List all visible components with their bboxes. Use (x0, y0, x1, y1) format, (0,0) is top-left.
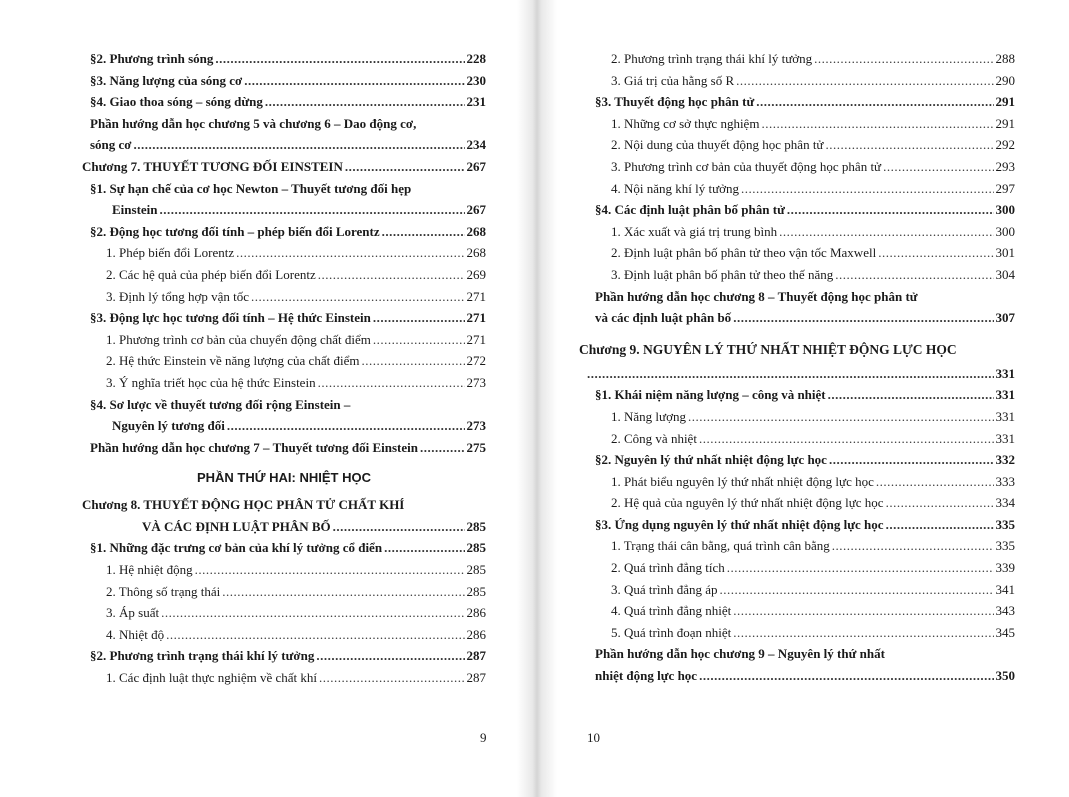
toc-entry-title: §2. Phương trình sóng (90, 51, 214, 66)
toc-entry-page: 231 (466, 94, 486, 110)
toc-entry-title: §1. Những đặc trưng cơ bản của khí lý tưởng cổ điển (90, 540, 383, 556)
toc-entry (82, 264, 486, 286)
toc-entry (587, 286, 1015, 308)
toc-entry-page: 267 (466, 158, 486, 174)
toc-entry-title: Phần hướng dẫn học chương 9 – Nguyên lý thứ nhất (595, 646, 885, 662)
toc-entry (587, 643, 1015, 665)
dot-leader (756, 91, 993, 113)
dot-leader (316, 645, 464, 667)
chapter-8-title-line1 (82, 494, 486, 516)
dot-leader (733, 622, 993, 644)
toc-entry-title: 3. Phương trình cơ bản của thuyết động học phân tử (611, 158, 882, 174)
toc-entry-title: 2. Hệ quả của nguyên lý thứ nhất nhiệt động lực học (611, 495, 884, 511)
toc-entry-page: 290 (995, 72, 1015, 88)
toc-entry (587, 579, 1015, 601)
dot-leader (373, 307, 465, 329)
toc-entry-page: 301 (995, 245, 1015, 261)
dot-leader (886, 492, 994, 514)
toc-entry (82, 537, 486, 559)
toc-entry-title: 4. Quá trình đẳng nhiệt (611, 603, 732, 619)
dot-leader (134, 134, 465, 156)
toc-entry-page: 291 (995, 115, 1015, 131)
toc-entry (82, 645, 486, 667)
toc-entry-page: 275 (466, 439, 486, 455)
toc-entry-page: 333 (995, 473, 1015, 489)
toc-entry-title: Chương 7. THUYẾT TƯƠNG ĐỐI EINSTEIN (82, 158, 343, 174)
toc-entry-page: 331 (995, 408, 1015, 424)
toc-entry (587, 113, 1015, 135)
toc-entry-title: 1. Năng lượng (611, 408, 686, 424)
toc-entry (82, 178, 486, 200)
toc-entry-title: 1. Hệ nhiệt động (106, 562, 193, 578)
toc-entry (587, 70, 1015, 92)
toc-entry-page: 272 (466, 353, 486, 369)
toc-entry-title: 3. Ý nghĩa triết học của hệ thức Einstein (106, 374, 316, 390)
toc-entry-page: 269 (466, 266, 486, 282)
toc-entry (587, 665, 1015, 687)
toc-right-entries-top (587, 48, 1015, 329)
dot-leader (761, 113, 993, 135)
toc-entry-title: §1. Sự hạn chế của cơ học Newton – Thuyết tương đối hẹp (90, 180, 412, 196)
dot-leader (384, 537, 464, 559)
toc-entry (587, 406, 1015, 428)
toc-entry-title: Phần hướng dẫn học chương 8 – Thuyết động học phân tử (595, 288, 918, 304)
right-page (537, 0, 1069, 797)
toc-entry (587, 449, 1015, 471)
toc-entry (587, 264, 1015, 286)
dot-leader (373, 329, 465, 351)
toc-entry-page: 285 (466, 583, 486, 599)
toc-entry-page: 234 (466, 137, 486, 153)
toc-left-entries-top (82, 48, 486, 458)
toc-entry-title: 3. Định luật phân bố phân tử theo thế năng (611, 266, 834, 282)
dot-leader (829, 449, 994, 471)
toc-entry (587, 91, 1015, 113)
chapter-8-title-text-2: VÀ CÁC ĐỊNH LUẬT PHÂN BỐ (142, 518, 331, 534)
dot-leader (876, 471, 994, 493)
dot-leader (361, 350, 464, 372)
toc-entry-page: 286 (466, 626, 486, 642)
dot-leader (741, 178, 993, 200)
dot-leader (825, 134, 993, 156)
dot-leader (835, 264, 993, 286)
dot-leader (222, 581, 464, 603)
toc-entry-page: 335 (995, 538, 1015, 554)
toc-entry (587, 156, 1015, 178)
toc-entry-title: §2. Phương trình trạng thái khí lý tưởng (90, 648, 315, 664)
toc-entry-page: 335 (995, 516, 1015, 532)
toc-entry-page: 268 (466, 245, 486, 261)
toc-entry (82, 329, 486, 351)
dot-leader (883, 156, 993, 178)
toc-entry (587, 428, 1015, 450)
dot-leader (736, 70, 993, 92)
toc-entry (82, 134, 486, 156)
toc-right-entries-bottom (587, 384, 1015, 686)
toc-entry (587, 492, 1015, 514)
toc-entry-title: 4. Nhiệt độ (106, 626, 165, 642)
dot-leader (779, 221, 993, 243)
toc-entry (82, 437, 486, 459)
part-heading: PHẦN THỨ HAI: NHIỆT HỌC (196, 470, 371, 486)
toc-entry (82, 91, 486, 113)
toc-entry-title: 1. Các định luật thực nghiệm về chất khí (106, 670, 318, 686)
dot-leader (345, 156, 465, 178)
toc-entry-title: 2. Các hệ quả của phép biến đổi Lorentz (106, 266, 316, 282)
toc-entry-page: 304 (995, 266, 1015, 282)
toc-entry-title: §4. Giao thoa sóng – sóng dừng (90, 94, 263, 110)
toc-entry-page: 292 (995, 137, 1015, 153)
toc-entry-page: 228 (466, 51, 486, 66)
dot-leader (251, 286, 465, 308)
dot-leader (161, 602, 464, 624)
toc-entry (587, 622, 1015, 644)
toc-entry (587, 384, 1015, 406)
chapter-9-page: 331 (995, 365, 1015, 381)
toc-entry (82, 350, 486, 372)
toc-entry (82, 624, 486, 646)
toc-entry-title: 2. Phương trình trạng thái khí lý tưởng (611, 51, 813, 66)
toc-entry-page: 331 (995, 387, 1015, 403)
toc-entry-title: 1. Trạng thái cân bằng, quá trình cân bằng (611, 538, 830, 554)
toc-entry (82, 581, 486, 603)
toc-entry (82, 667, 486, 689)
toc-entry-title: §3. Ứng dụng nguyên lý thứ nhất nhiệt động lực học (595, 516, 884, 532)
dot-leader (160, 199, 465, 221)
toc-entry-title: Einstein (112, 202, 158, 218)
toc-entry-title: 1. Những cơ sở thực nghiệm (611, 115, 760, 131)
toc-entry (82, 415, 486, 437)
toc-entry-page: 331 (995, 430, 1015, 446)
chapter-9-title-line1: Chương 9. NGUYÊN LÝ THỨ NHẤT NHIỆT ĐỘNG LỰC HỌC (579, 341, 957, 357)
toc-entry-title: §3. Năng lượng của sóng cơ (90, 72, 243, 88)
toc-entry-page: 350 (995, 668, 1015, 684)
toc-entry (587, 600, 1015, 622)
toc-entry-page: 268 (466, 223, 486, 239)
toc-entry-page: 300 (995, 202, 1015, 218)
dot-leader (318, 264, 465, 286)
dot-leader (319, 667, 464, 689)
toc-entry (82, 286, 486, 308)
dot-leader (195, 559, 465, 581)
dot-leader (215, 48, 464, 70)
toc-entry-title: §3. Động lực học tương đối tính – Hệ thức Einstein (90, 310, 371, 326)
toc-entry-page: 288 (995, 51, 1015, 66)
left-page (0, 0, 532, 797)
toc-entry-page: 345 (995, 624, 1015, 640)
toc-entry-page: 230 (466, 72, 486, 88)
toc-entry-page: 273 (466, 374, 486, 390)
toc-entry-title: §1. Khái niệm năng lượng – công và nhiệt (595, 387, 826, 403)
page-number-right: 10 (587, 730, 600, 745)
toc-entry (82, 199, 486, 221)
toc-entry (587, 134, 1015, 156)
toc-entry (587, 514, 1015, 536)
toc-entry-page: 307 (995, 310, 1015, 326)
toc-entry-title: 3. Quá trình đẳng áp (611, 581, 718, 597)
toc-entry-page: 271 (466, 288, 486, 304)
dot-leader (227, 415, 465, 437)
toc-entry-page: 286 (466, 605, 486, 621)
toc-entry-title: và các định luật phân bố (595, 310, 732, 326)
toc-entry-page: 287 (466, 670, 486, 686)
toc-entry-page: 271 (466, 310, 486, 326)
toc-entry (587, 557, 1015, 579)
dot-leader (832, 535, 994, 557)
toc-entry (587, 48, 1015, 70)
dot-leader (733, 307, 993, 329)
toc-entry-title: 2. Định luật phân bố phân tử theo vận tốc Maxwell (611, 245, 877, 261)
toc-entry-title: §3. Thuyết động học phân tử (595, 94, 755, 110)
toc-entry (82, 394, 486, 416)
toc-entry-title: §4. Sơ lược về thuyết tương đối rộng Einstein – (90, 396, 351, 412)
toc-entry (82, 559, 486, 581)
dot-leader (814, 48, 993, 70)
toc-entry-title: 3. Áp suất (106, 605, 160, 621)
toc-entry (587, 178, 1015, 200)
dot-leader (878, 242, 993, 264)
toc-entry-title: 2. Hệ thức Einstein về năng lượng của chất điểm (106, 353, 360, 369)
chapter-8-page: 285 (466, 518, 486, 534)
dot-leader (787, 199, 994, 221)
dot-leader (733, 600, 993, 622)
toc-entry (82, 113, 486, 135)
toc-entry-title: 3. Định lý tổng hợp vận tốc (106, 288, 249, 304)
toc-entry-title: §2. Nguyên lý thứ nhất nhiệt động lực học (595, 452, 827, 468)
toc-entry-page: 285 (466, 540, 486, 556)
dot-leader (382, 221, 465, 243)
toc-entry-title: 1. Phát biểu nguyên lý thứ nhất nhiệt động lực học (611, 473, 874, 489)
toc-entry (587, 307, 1015, 329)
toc-entry-page: 285 (466, 562, 486, 578)
toc-entry (82, 156, 486, 178)
toc-entry (82, 221, 486, 243)
toc-entry-title: sóng cơ (90, 137, 132, 153)
toc-entry-title: Phần hướng dẫn học chương 7 – Thuyết tương đối Einstein (90, 439, 418, 455)
dot-leader (699, 428, 994, 450)
dot-leader (333, 516, 465, 538)
toc-entry-page: 300 (995, 223, 1015, 239)
toc-entry-page: 332 (995, 452, 1015, 468)
toc-entry (587, 471, 1015, 493)
toc-entry (587, 535, 1015, 557)
toc-entry-page: 334 (995, 495, 1015, 511)
toc-left (82, 48, 486, 689)
toc-entry-title: 2. Công và nhiệt (611, 430, 697, 446)
dot-leader (828, 384, 994, 406)
toc-left-entries-bottom (82, 537, 486, 688)
dot-leader (688, 406, 994, 428)
toc-entry (587, 199, 1015, 221)
dot-leader (886, 514, 994, 536)
chapter-8-title-line2 (82, 516, 486, 538)
toc-entry-title: Phần hướng dẫn học chương 5 và chương 6 – Dao động cơ, (90, 115, 417, 131)
toc-entry-title: §4. Các định luật phân bố phân tử (595, 202, 785, 218)
toc-entry-title: 2. Quá trình đẳng tích (611, 560, 725, 576)
toc-right (579, 48, 1015, 687)
dot-leader (420, 437, 465, 459)
toc-entry (82, 48, 486, 70)
toc-entry-page: 339 (995, 560, 1015, 576)
toc-entry (82, 70, 486, 92)
toc-entry-page: 343 (995, 603, 1015, 619)
toc-entry-title: §2. Động học tương đối tính – phép biến đổi Lorentz (90, 223, 380, 239)
toc-entry-title: 1. Phương trình cơ bản của chuyển động chất điểm (106, 331, 371, 347)
dot-leader (720, 579, 994, 601)
dot-leader (236, 242, 464, 264)
dot-leader (699, 665, 993, 687)
toc-entry-title: 2. Nội dung của thuyết động học phân tử (611, 137, 824, 153)
toc-entry-page: 271 (466, 331, 486, 347)
toc-entry-title: 3. Giá trị của hằng số R (611, 72, 735, 88)
toc-entry-page: 273 (466, 418, 486, 434)
toc-entry-page: 293 (995, 158, 1015, 174)
toc-entry-title: 1. Xác xuất và giá trị trung bình (611, 223, 778, 239)
toc-entry (82, 242, 486, 264)
toc-entry-title: 4. Nội năng khí lý tưởng (611, 180, 740, 196)
toc-entry (587, 242, 1015, 264)
toc-entry (587, 221, 1015, 243)
toc-entry-title: Nguyên lý tương đối (112, 418, 225, 434)
toc-entry-page: 297 (995, 180, 1015, 196)
toc-entry-title: 5. Quá trình đoạn nhiệt (611, 624, 732, 640)
toc-entry-title: nhiệt động lực học (595, 668, 698, 684)
toc-entry-page: 341 (995, 581, 1015, 597)
dot-leader (727, 557, 994, 579)
toc-entry (82, 602, 486, 624)
dot-leader (587, 363, 994, 385)
toc-entry-title: 2. Thông số trạng thái (106, 583, 221, 599)
chapter-9-title-line2 (587, 363, 1015, 385)
dot-leader (166, 624, 464, 646)
dot-leader (244, 70, 464, 92)
page-number-left: 9 (480, 730, 487, 745)
toc-entry-title: 1. Phép biến đổi Lorentz (106, 245, 235, 261)
toc-entry (82, 372, 486, 394)
dot-leader (318, 372, 465, 394)
toc-entry-page: 287 (466, 648, 486, 664)
toc-entry-page: 267 (466, 202, 486, 218)
toc-entry (82, 307, 486, 329)
chapter-8-title-text: Chương 8. THUYẾT ĐỘNG HỌC PHÂN TỬ CHẤT KHÍ (82, 497, 405, 513)
dot-leader (265, 91, 465, 113)
toc-entry-page: 291 (995, 94, 1015, 110)
